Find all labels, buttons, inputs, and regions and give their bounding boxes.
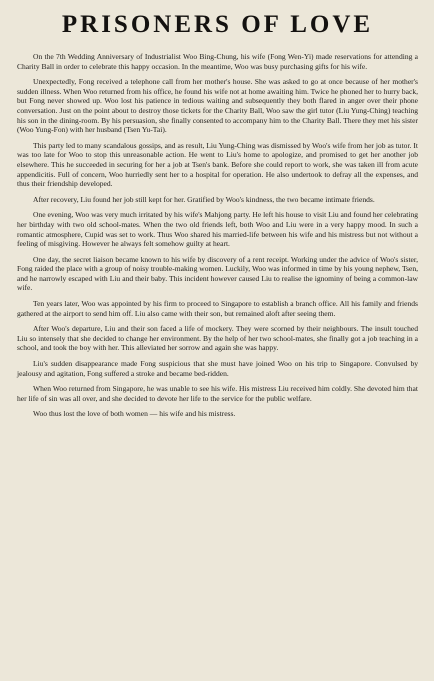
- paragraph-7: Ten years later, Woo was appointed by his firm to proceed to Singapore to establish a branch office. All his family and friends gathered at the airport to send him off. Liu also came with their son, but remained aloft after seeing them.: [17, 299, 418, 318]
- paragraph-3: This party led to many scandalous gossips, and as result, Liu Yung-Ching was dismissed by Woo's wife from her job as tutor. It was too late for Woo to stop this unreasonable action. He went to Liu's home to apologize, and promised to get her another job elsewhere. This he succeeded in securing for her a job at Tsen's bank. Before she could report to work, she was taken ill from acute appendicitis. Full of concern, Woo hurriedly sent her to a hospital for operation. He also undertook to defray all the expenses, and thus their friendship developed.: [17, 140, 418, 189]
- paragraph-9: Liu's sudden disappearance made Fong suspicious that she must have joined Woo on his trip to Singapore. Convulsed by jealousy and agitation, Fong suffered a stroke and became bed-ridden.: [17, 359, 418, 378]
- paragraph-10: When Woo returned from Singapore, he was unable to see his wife. His mistress Liu received him coldly. She devoted him that her life of sin was all over, and she decided to devote her life to the service for the public welfare.: [17, 384, 418, 403]
- paragraph-4: After recovery, Liu found her job still kept for her. Gratified by Woo's kindness, the two became intimate friends.: [33, 194, 375, 204]
- paragraph-6: One day, the secret liaison became known to his wife by discovery of a rent receipt. Working under the advice of Woo's sister, Fong raided the place with a group of noisy trouble-making women. Luckily, Woo was informed in time by his young nephew, Tsen, and he narrowly escaped with Liu and their baby. This incident however caused Liu to realise the ignominy of being a common-law wife.: [17, 254, 418, 293]
- paragraph-5: One evening, Woo was very much irritated by his wife's Mahjong party. He left his house to visit Liu and found her celebrating her birthday with two old school-mates. When the two old friends left, both Woo and Liu were in a very happy mood. In such a romantic atmosphere, Cupid was set to work. Thus Woo shared his married-life between his wife and his mistress but not without a feeling of misgiving. However he always felt somehow guilty at heart.: [17, 210, 418, 249]
- paragraph-2: Unexpectedly, Fong received a telephone call from her mother's house. She was asked to go at once because of her mother's sudden illness. When Woo returned from his office, he found his wife not at home awaiting him. Twice he phoned her to hurry back, but Fong never showed up. Woo lost his patience in tedious waiting and subsequently they both flared in anger over their phone conversation. Just on the point about to destroy those tickets for the Charity Ball, Woo saw the girl tutor (Liu Yung-Ching) teaching his son in the dining-room. By his persuasion, she finally consented to accompany him to the Charity Ball. There they met his sister (Woo Yung-Fon) with her husband (Tsen Yu-Tai).: [17, 77, 418, 135]
- page-title: PRISONERS OF LOVE: [61, 11, 374, 38]
- paragraph-8: After Woo's departure, Liu and their son faced a life of mockery. They were scorned by their neighbours. The insult touched Liu so intensely that she decided to change her environment. By the help of her two school-mates, she finally got a job teaching in a school, and took the boy with her. This alleviated her sorrow and again she was happy.: [17, 324, 418, 353]
- paragraph-11: Woo thus lost the love of both women — his wife and his mistress.: [33, 409, 236, 419]
- paragraph-1: On the 7th Wedding Anniversary of Industrialist Woo Bing-Chung, his wife (Fong Wen-Yi) made reservations for attending a Charity Ball in order to celebrate this happy occasion. In the meantime, Woo was busy purchasing gifts for his wife.: [17, 52, 418, 71]
